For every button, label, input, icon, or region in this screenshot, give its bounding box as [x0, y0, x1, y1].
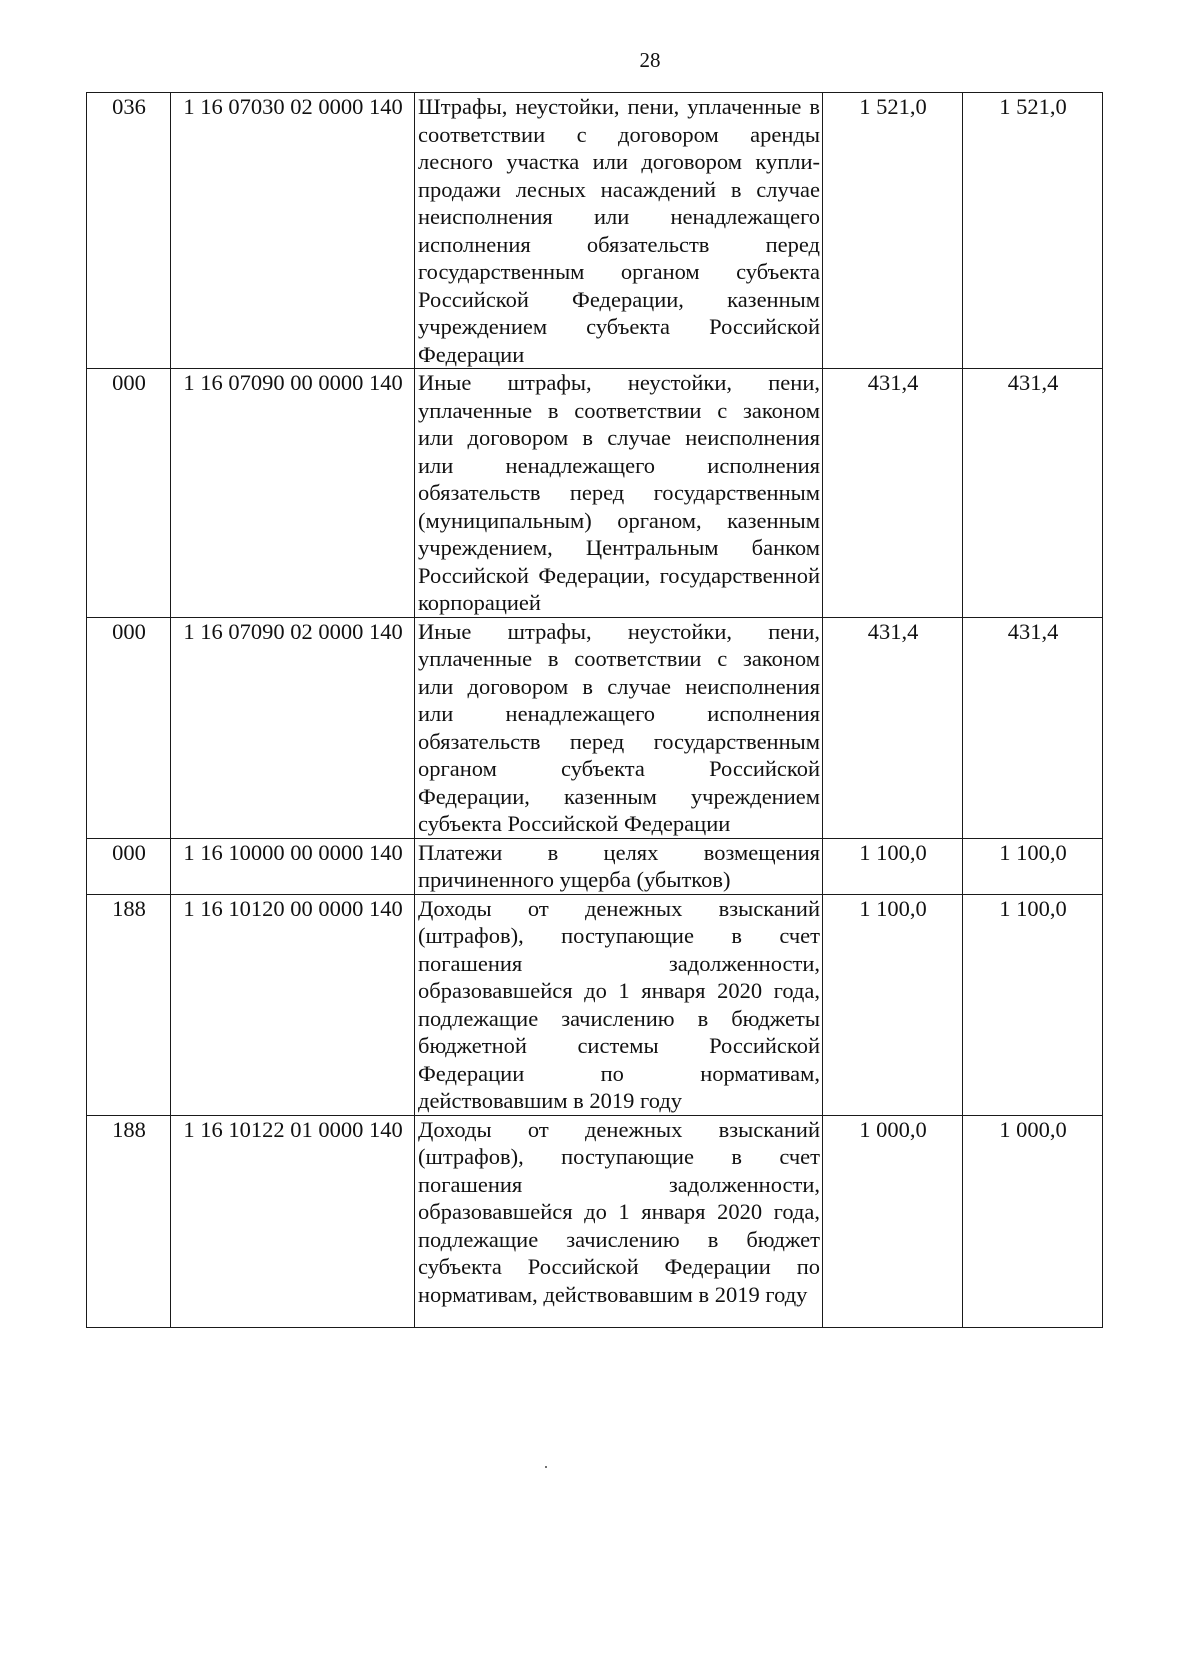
amount-cell-1: 1 521,0 [823, 93, 963, 369]
budget-code-cell: 1 16 10000 00 0000 140 [171, 838, 415, 894]
amount-cell-1: 1 100,0 [823, 894, 963, 1115]
admin-code-cell: 000 [87, 838, 171, 894]
admin-code-cell: 036 [87, 93, 171, 369]
scan-speck [545, 1466, 547, 1468]
admin-code-cell: 188 [87, 1115, 171, 1327]
income-name-cell: Доходы от денежных взысканий (штрафов), поступающие в счет погашения задолженности, образовавшейся до 1 января 2020 года, подлежащие зачислению в бюджет субъекта Российской Федерации по нормативам, действовавшим в 2019 году [415, 1115, 823, 1327]
amount-cell-2: 1 000,0 [963, 1115, 1103, 1327]
income-name-cell: Иные штрафы, неустойки, пени, уплаченные в соответствии с законом или договором в случае неисполнения или ненадлежащего исполнения обязательств перед государственным органом субъекта Российской Федерации, казенным учреждением субъекта Российской Федерации [415, 617, 823, 838]
income-name-cell: Штрафы, неустойки, пени, уплаченные в соответствии с договором аренды лесного участка или договором купли-продажи лесных насаждений в случае неисполнения или ненадлежащего исполнения обязательств перед государственным органом субъекта Российской Федерации, казенным учреждением субъекта Российской Федерации [415, 93, 823, 369]
table-row [87, 894, 1103, 1115]
amount-cell-2: 1 100,0 [963, 838, 1103, 894]
admin-code-cell: 000 [87, 617, 171, 838]
table-row [87, 93, 1103, 369]
admin-code-cell: 188 [87, 894, 171, 1115]
amount-cell-2: 431,4 [963, 617, 1103, 838]
amount-cell-1: 431,4 [823, 369, 963, 618]
amount-cell-1: 1 000,0 [823, 1115, 963, 1327]
budget-code-cell: 1 16 07090 00 0000 140 [171, 369, 415, 618]
income-name-cell: Платежи в целях возмещения причиненного ущерба (убытков) [415, 838, 823, 894]
budget-code-cell: 1 16 07090 02 0000 140 [171, 617, 415, 838]
admin-code-cell: 000 [87, 369, 171, 618]
amount-cell-2: 1 521,0 [963, 93, 1103, 369]
amount-cell-2: 1 100,0 [963, 894, 1103, 1115]
budget-code-cell: 1 16 10120 00 0000 140 [171, 894, 415, 1115]
budget-code-cell: 1 16 07030 02 0000 140 [171, 93, 415, 369]
income-name-cell: Иные штрафы, неустойки, пени, уплаченные в соответствии с законом или договором в случае неисполнения или ненадлежащего исполнения обязательств перед государственным (муниципальным) органом, казенным учреждением, Центральным банком Российской Федерации, государственной корпорацией [415, 369, 823, 618]
amount-cell-1: 1 100,0 [823, 838, 963, 894]
budget-codes-table [86, 92, 1103, 1328]
table-row [87, 1115, 1103, 1327]
amount-cell-1: 431,4 [823, 617, 963, 838]
table-row [87, 369, 1103, 618]
table-row [87, 838, 1103, 894]
budget-code-cell: 1 16 10122 01 0000 140 [171, 1115, 415, 1327]
amount-cell-2: 431,4 [963, 369, 1103, 618]
table-row [87, 617, 1103, 838]
page-number: 28 [639, 48, 661, 72]
income-name-cell: Доходы от денежных взысканий (штрафов), поступающие в счет погашения задолженности, образовавшейся до 1 января 2020 года, подлежащие зачислению в бюджеты бюджетной системы Российской Федерации по нормативам, действовавшим в 2019 году [415, 894, 823, 1115]
